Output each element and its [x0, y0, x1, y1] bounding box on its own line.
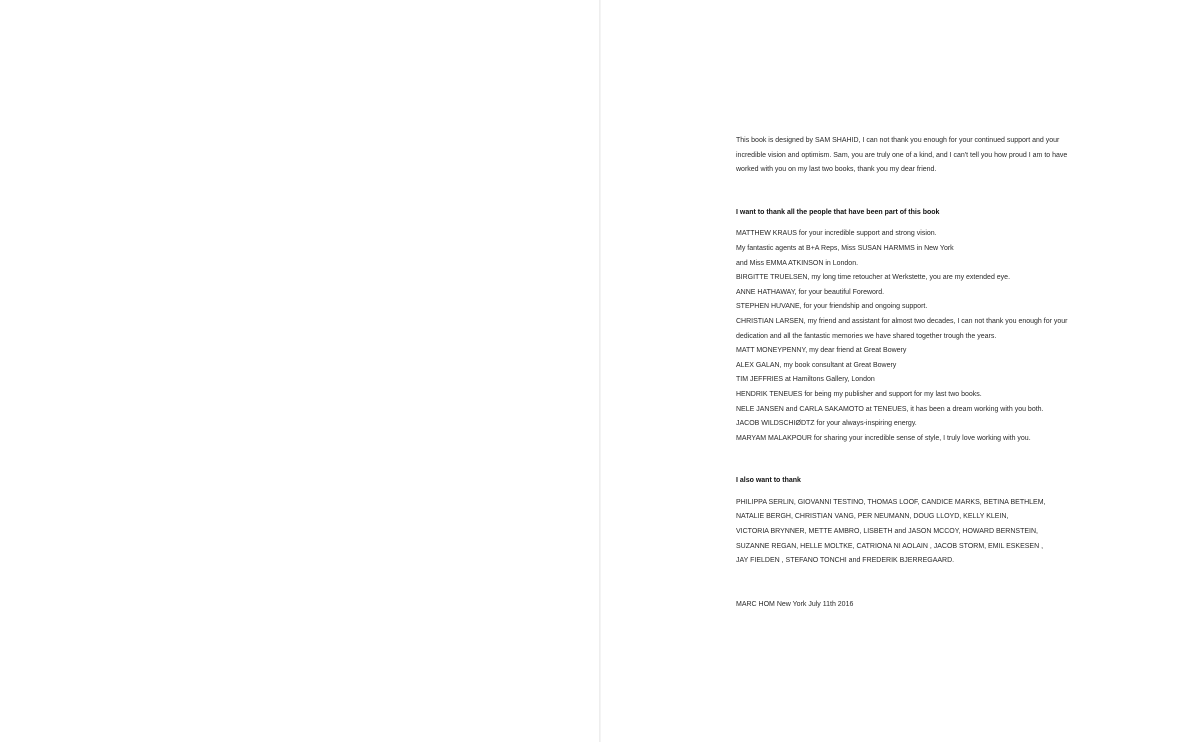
list-item: ANNE HATHAWAY, for your beautiful Foreword. — [736, 288, 885, 296]
list-item: PHILIPPA SERLIN, GIOVANNI TESTINO, THOMAS LOOF, CANDICE MARKS, BETINA BETHLEM, — [736, 498, 1046, 506]
also-thank-list — [736, 496, 1081, 569]
list-item: TIM JEFFRIES at Hamiltons Gallery, London — [736, 376, 875, 384]
intro-line: incredible vision and optimism. Sam, you are truly one of a kind, and I can't tell you how proud I am to have — [736, 151, 1068, 159]
list-item: dedication and all the fantastic memories we have shared together trough the years. — [736, 332, 997, 340]
intro-line: worked with you on my last two books, thank you my dear friend. — [736, 166, 937, 174]
list-item: MARYAM MALAKPOUR for sharing your incredible sense of style, I truly love working with you. — [736, 434, 1031, 442]
list-item: JAY FIELDEN , STEFANO TONCHI and FREDERIK BJERREGAARD. — [736, 557, 955, 565]
list-item: NATALIE BERGH, CHRISTIAN VANG, PER NEUMANN, DOUG LLOYD, KELLY KLEIN, — [736, 513, 1009, 521]
section-heading-people: I want to thank all the people that have been part of this book — [736, 208, 940, 216]
people-thanks-list — [736, 227, 1081, 446]
list-item: MATT MONEYPENNY, my dear friend at Great Bowery — [736, 347, 907, 355]
list-item: CHRISTIAN LARSEN, my friend and assistant for almost two decades, I can not thank you enough for your — [736, 317, 1068, 325]
list-item: STEPHEN HUVANE, for your friendship and ongoing support. — [736, 303, 928, 311]
acknowledgements-text — [736, 134, 1081, 612]
list-item: JACOB WILDSCHIØDTZ for your always-inspiring energy. — [736, 420, 917, 428]
list-item: BIRGITTE TRUELSEN, my long time retoucher at Werkstette, you are my extended eye. — [736, 274, 1011, 282]
intro-paragraph — [736, 134, 1081, 178]
list-item: HENDRIK TENEUES for being my publisher and support for my last two books. — [736, 390, 982, 398]
list-item: NELE JANSEN and CARLA SAKAMOTO at TENEUES, it has been a dream working with you both. — [736, 405, 1044, 413]
section-heading-also-thank: I also want to thank — [736, 477, 801, 485]
list-item: VICTORIA BRYNNER, METTE AMBRO, LISBETH and JASON MCCOY, HOWARD BERNSTEIN, — [736, 528, 1038, 536]
list-item: My fantastic agents at B+A Reps, Miss SUSAN HARMMS in New York — [736, 244, 954, 252]
list-item: ALEX GALAN, my book consultant at Great Bowery — [736, 361, 897, 369]
list-item: SUZANNE REGAN, HELLE MOLTKE, CATRIONA NI AOLAIN , JACOB STORM, EMIL ESKESEN , — [736, 542, 1044, 550]
signature-line: MARC HOM New York July 11th 2016 — [736, 600, 854, 608]
list-item: and Miss EMMA ATKINSON in London. — [736, 259, 859, 267]
right-page — [601, 0, 1200, 742]
list-item: MATTHEW KRAUS for your incredible support and strong vision. — [736, 230, 937, 238]
intro-line: This book is designed by SAM SHAHID, I can not thank you enough for your continued support and your — [736, 137, 1060, 144]
